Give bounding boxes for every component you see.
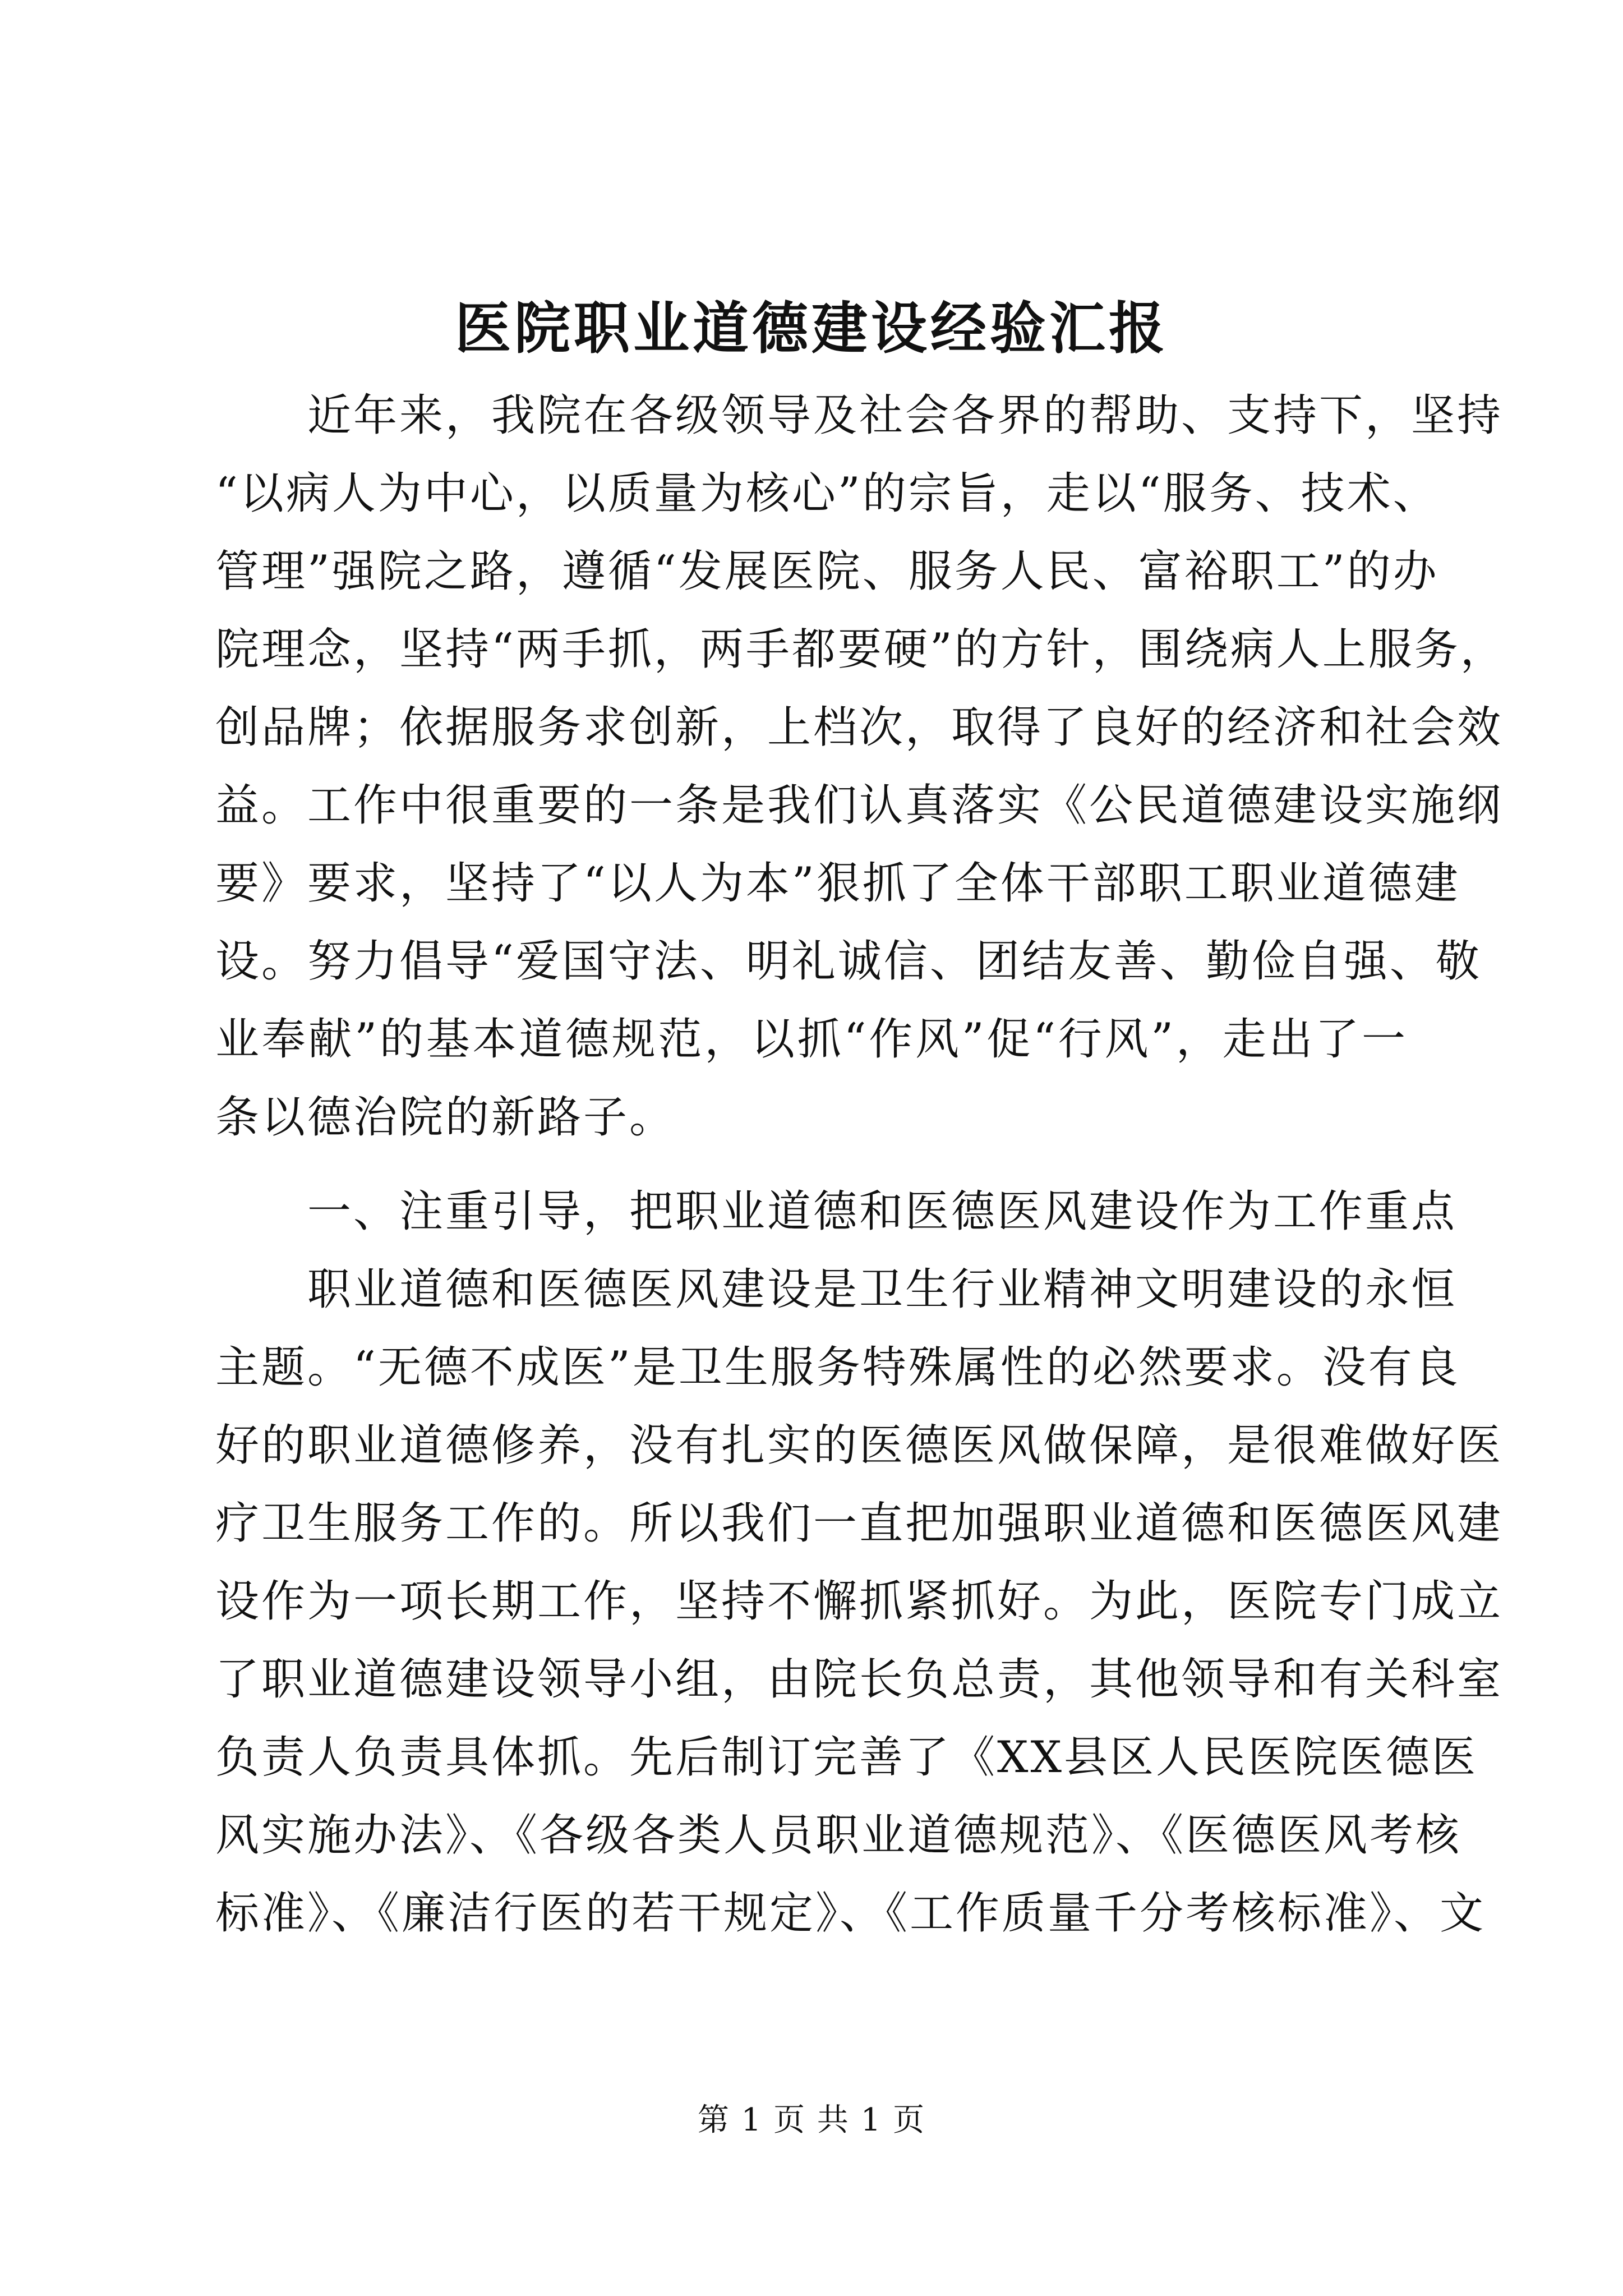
text-line: 院理念，坚持“两手抓，两手都要硬”的方针，围绕病人上服务， (215, 624, 1506, 675)
paragraph-gap (215, 1157, 1408, 1172)
text-line: 负责人负责具体抓。先后制订完善了《XX县区人民医院医德医 (215, 1732, 1478, 1783)
document-title: 医院职业道德建设经验汇报 (455, 295, 1168, 361)
text-line: 创品牌；依据服务求创新，上档次，取得了良好的经济和社会效 (215, 702, 1504, 753)
page-footer: 第 1 页 共 1 页 (697, 2102, 926, 2138)
text-line: 近年来，我院在各级领导及社会各界的帮助、支持下，坚持 (307, 390, 1504, 441)
text-line: 业奉献”的基本道德规范，以抓“作风”促“行风”，走出了一 (215, 1014, 1408, 1065)
text-line: 疗卫生服务工作的。所以我们一直把加强职业道德和医德医风建 (215, 1498, 1504, 1549)
text-line: “以病人为中心，以质量为核心”的宗旨，走以“服务、技术、 (215, 468, 1439, 519)
text-line: 职业道德和医德医风建设是卫生行业精神文明建设的永恒 (307, 1264, 1458, 1315)
text-line: 好的职业道德修养，没有扎实的医德医风做保障，是很难做好医 (215, 1420, 1504, 1471)
text-line: 设作为一项长期工作，坚持不懈抓紧抓好。为此，医院专门成立 (215, 1576, 1504, 1627)
text-line: 标准》、《廉洁行医的若干规定》、《工作质量千分考核标准》、文 (215, 1888, 1486, 1939)
text-line: 风实施办法》、《各级各类人员职业道德规范》、《医德医风考核 (215, 1810, 1462, 1861)
text-line: 管理”强院之路，遵循“发展医院、服务人民、富裕职工”的办 (215, 546, 1439, 597)
text-line: 要》要求，坚持了“以人为本”狠抓了全体干部职工职业道德建 (215, 858, 1460, 909)
section-heading: 一、注重引导，把职业道德和医德医风建设作为工作重点 (307, 1186, 1458, 1237)
text-line: 了职业道德建设领导小组，由院长负总责，其他领导和有关科室 (215, 1654, 1504, 1705)
text-line: 益。工作中很重要的一条是我们认真落实《公民道德建设实施纲 (215, 780, 1504, 831)
text-line: 条以德治院的新路子。 (215, 1092, 676, 1143)
text-line: 设。努力倡导“爱国守法、明礼诚信、团结友善、勤俭自强、敬 (215, 936, 1482, 987)
text-line: 主题。“无德不成医”是卫生服务特殊属性的必然要求。没有良 (215, 1342, 1460, 1393)
document-body (215, 377, 1506, 1953)
